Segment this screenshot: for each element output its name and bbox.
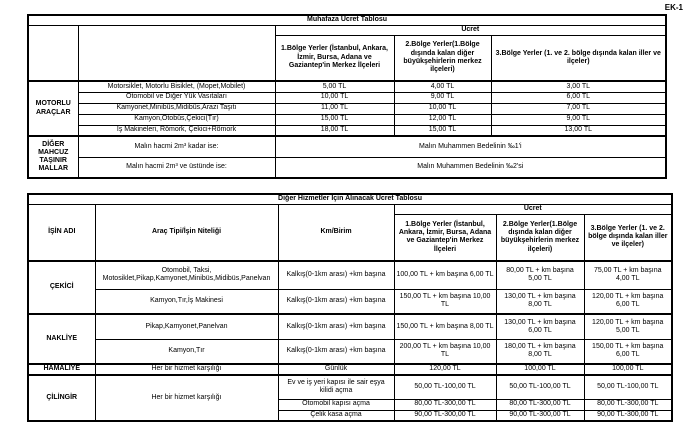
table2-region-header-1: 1.Bölge Yerler (İstanbul, Ankara, İzmir, Bursa, Adana ve Gaziantep'in Merkez İlçeleri [394, 214, 496, 261]
fee-region1: 11,00 TL [275, 103, 394, 114]
header-isin-adi: İŞİN ADI [28, 204, 95, 261]
fee-region2: 80,00 TL-300,00 TL [496, 399, 584, 410]
fee-region3: 9,00 TL [491, 114, 666, 125]
motorlu-row-3 [28, 103, 666, 114]
table2-title-row [28, 194, 672, 204]
muhammen-fee: Malın Muhammen Bedelinin ‰2'si [275, 157, 666, 178]
cekici-row-1 [28, 261, 672, 289]
fee-region3: 7,00 TL [491, 103, 666, 114]
table1-empty-corner-1 [28, 25, 78, 81]
arac-tipi-cell: Kamyon,Tır,İş Makinesi [95, 289, 278, 314]
group-label-cilingir: ÇİLİNGİR [28, 375, 95, 421]
fee-region1: 90,00 TL-300,00 TL [394, 410, 496, 421]
diger-row-1 [28, 136, 666, 157]
arac-tipi-cell: Kamyon,Tır [95, 339, 278, 364]
vehicle-desc: İş Makineleri, Römork, Çekici+Römork [78, 125, 275, 136]
fee-region1: 150,00 TL + km başına 8,00 TL [394, 314, 496, 339]
nakliye-row-1 [28, 314, 672, 339]
km-birim-cell: Çelik kasa açma [278, 410, 394, 421]
fee-region2: 50,00 TL-100,00 TL [496, 375, 584, 399]
nakliye-row-2 [28, 339, 672, 364]
hacim-desc: Malın hacmi 2m³ kadar ise: [78, 136, 275, 157]
muhammen-fee: Malın Muhammen Bedelinin ‰1'i [275, 136, 666, 157]
fee-region3: 120,00 TL + km başına 5,00 TL [584, 314, 672, 339]
group-label-cekici: ÇEKİCİ [28, 261, 95, 314]
fee-region3: 13,00 TL [491, 125, 666, 136]
fee-region3: 75,00 TL + km başına 4,00 TL [584, 261, 672, 289]
km-birim-cell: Kalkış(0-1km arası) +km başına [278, 314, 394, 339]
vehicle-desc: Motorsiklet, Motorlu Bisiklet, (Mopet,Mobilet) [78, 81, 275, 92]
table2-title: Diğer Hizmetler İçin Alınacak Ücret Tablosu [28, 194, 672, 204]
fee-region1: 200,00 TL + km başına 10,00 TL [394, 339, 496, 364]
table2-region-header-3: 3.Bölge Yerler (1. ve 2. bölge dışında kalan iller ve ilçeler) [584, 214, 672, 261]
fee-region2: 12,00 TL [394, 114, 491, 125]
diger-row-2 [28, 157, 666, 178]
km-birim-cell: Ev ve iş yeri kapısı ile sair eşya kilidi açma [278, 375, 394, 399]
table1-region-header-3: 3.Bölge Yerler (1. ve 2. bölge dışında kalan iller ve ilçeler) [491, 35, 666, 81]
motorlu-row-2 [28, 92, 666, 103]
table2-region-header-2: 2.Bölge Yerler(1.Bölge dışında kalan diğer büyükşehirlerin merkez ilçeleri) [496, 214, 584, 261]
km-birim-cell: Otomobil kapısı açma [278, 399, 394, 410]
km-birim-cell: Kalkış(0-1km arası) +km başına [278, 289, 394, 314]
fee-region1: 10,00 TL [275, 92, 394, 103]
group-label-diger-mahcuz: DİĞER MAHCUZ TAŞINIR MALLAR [28, 136, 78, 178]
fee-region3: 100,00 TL [584, 364, 672, 375]
arac-tipi-cell: Her bir hizmet karşılığı [95, 375, 278, 421]
hacim-desc: Malın hacmi 2m³ ve üstünde ise: [78, 157, 275, 178]
vehicle-desc: Kamyon,Otobüs,Çekici(Tır) [78, 114, 275, 125]
table1-region-header-2: 2.Bölge Yerler(1.Bölge dışında kalan diğer büyükşehirlerin merkez ilçeleri) [394, 35, 491, 81]
fee-region2: 180,00 TL + km başına 8,00 TL [496, 339, 584, 364]
hamaliye-row [28, 364, 672, 375]
fee-region1: 150,00 TL + km başına 10,00 TL [394, 289, 496, 314]
fee-region2: 15,00 TL [394, 125, 491, 136]
cilingir-row-1 [28, 375, 672, 399]
fee-region3: 80,00 TL-300,00 TL [584, 399, 672, 410]
fee-region2: 90,00 TL-300,00 TL [496, 410, 584, 421]
table2-ucret-row [28, 204, 672, 214]
fee-region1: 80,00 TL-300,00 TL [394, 399, 496, 410]
fee-region2: 130,00 TL + km başına 6,00 TL [496, 314, 584, 339]
fee-region2: 100,00 TL [496, 364, 584, 375]
fee-region3: 6,00 TL [491, 92, 666, 103]
cekici-row-2 [28, 289, 672, 314]
fee-region2: 130,00 TL + km başına 8,00 TL [496, 289, 584, 314]
table1-title: Muhafaza Ücret Tablosu [28, 15, 666, 25]
arac-tipi-cell: Otomobil, Taksi, Motosiklet,Pikap,Kamyonet,Minibüs,Midibüs,Panelvan [95, 261, 278, 289]
fee-region1: 15,00 TL [275, 114, 394, 125]
motorlu-row-1 [28, 81, 666, 92]
km-birim-cell: Günlük [278, 364, 394, 375]
header-arac-tipi: Araç Tipi/İşin Niteliği [95, 204, 278, 261]
header-km-birim: Km/Birim [278, 204, 394, 261]
fee-region2: 10,00 TL [394, 103, 491, 114]
arac-tipi-cell: Her bir hizmet karşılığı [95, 364, 278, 375]
muhafaza-ucret-table [27, 14, 667, 179]
annex-label: EK-1 [664, 3, 683, 12]
fee-region1: 120,00 TL [394, 364, 496, 375]
fee-region3: 90,00 TL-300,00 TL [584, 410, 672, 421]
table2-ucret-header: Ücret [394, 204, 672, 214]
arac-tipi-cell: Pikap,Kamyonet,Panelvan [95, 314, 278, 339]
table1-ucret-header: Ücret [275, 25, 666, 35]
km-birim-cell: Kalkış(0-1km arası) +km başına [278, 261, 394, 289]
fee-region2: 9,00 TL [394, 92, 491, 103]
table1-region-header-1: 1.Bölge Yerler (İstanbul, Ankara, İzmir, Bursa, Adana ve Gaziantep'in Merkez İlçeleri [275, 35, 394, 81]
fee-region3: 120,00 TL + km başına 6,00 TL [584, 289, 672, 314]
vehicle-desc: Kamyonet,Minibüs,Midibüs,Arazi Taşıtı [78, 103, 275, 114]
group-label-nakliye: NAKLİYE [28, 314, 95, 364]
fee-region3: 3,00 TL [491, 81, 666, 92]
motorlu-row-5 [28, 125, 666, 136]
vehicle-desc: Otomobil ve Diğer Yük Vasıtaları [78, 92, 275, 103]
km-birim-cell: Kalkış(0-1km arası) +km başına [278, 339, 394, 364]
fee-region1: 50,00 TL-100,00 TL [394, 375, 496, 399]
group-label-motorlu-araclar: MOTORLU ARAÇLAR [28, 81, 78, 136]
diger-hizmetler-table [27, 193, 673, 422]
table1-empty-corner-2 [78, 25, 275, 81]
table1-title-row [28, 15, 666, 25]
fee-region3: 50,00 TL-100,00 TL [584, 375, 672, 399]
fee-region1: 5,00 TL [275, 81, 394, 92]
fee-region1: 100,00 TL + km başına 6,00 TL [394, 261, 496, 289]
table1-ucret-row [28, 25, 666, 35]
group-label-hamaliye: HAMALİYE [28, 364, 95, 375]
fee-region1: 18,00 TL [275, 125, 394, 136]
fee-region2: 80,00 TL + km başına 5,00 TL [496, 261, 584, 289]
fee-region2: 4,00 TL [394, 81, 491, 92]
motorlu-row-4 [28, 114, 666, 125]
fee-region3: 150,00 TL + km başına 6,00 TL [584, 339, 672, 364]
